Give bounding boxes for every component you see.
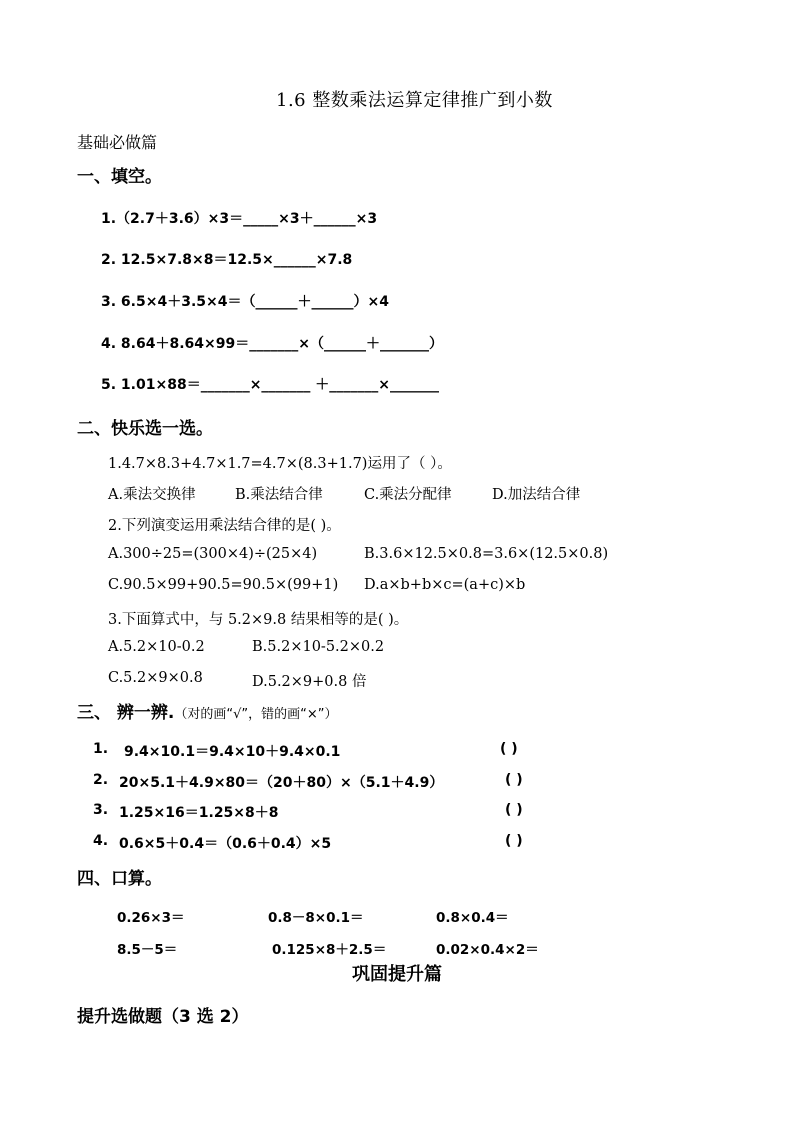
fill-item-4: 4. 8.64＋8.64×99＝_______×（______＋_______）: [101, 336, 443, 352]
part3-heading-text: 三、 辨一辨.: [77, 703, 175, 723]
judge-1-number: 1.: [93, 741, 109, 757]
fill-item-5: 5. 1.01×88＝_______×_______ ＋_______×_______: [101, 377, 440, 393]
judge-3-answer-paren[interactable]: ( ): [505, 802, 523, 818]
choice-1-option-a: A.乘法交换律: [108, 487, 196, 503]
judge-4-answer-paren[interactable]: ( ): [505, 833, 523, 849]
section-basic-label: 基础必做篇: [77, 133, 158, 152]
oral-1-3: 0.8×0.4＝: [436, 910, 509, 926]
judge-3-expression: 1.25×16＝1.25×8＋8: [119, 805, 279, 821]
choice-2-option-d: D.a×b+b×c=(a+c)×b: [364, 577, 526, 593]
part2-heading: 二、快乐选一选。: [77, 419, 213, 439]
judge-1-expression: 9.4×10.1＝9.4×10＋9.4×0.1: [124, 744, 341, 760]
choice-3-option-d: D.5.2×9+0.8 倍: [252, 674, 367, 690]
part3-heading: [77, 698, 338, 723]
fill-item-3: 3. 6.5×4＋3.5×4＝（______＋______）×4: [101, 294, 389, 310]
choice-1-option-c: C.乘法分配律: [364, 487, 452, 503]
judge-3-number: 3.: [93, 802, 109, 818]
oral-2-2: 0.125×8＋2.5＝: [272, 942, 387, 958]
judge-4-number: 4.: [93, 833, 109, 849]
choice-2-option-a: A.300÷25=(300×4)÷(25×4): [108, 546, 318, 562]
fill-item-1: 1.（2.7＋3.6）×3＝_____×3＋______×3: [101, 211, 378, 227]
judge-4-expression: 0.6×5＋0.4＝（0.6＋0.4）×5: [119, 836, 332, 852]
choice-1-option-b: B.乘法结合律: [235, 487, 323, 503]
part3-note: （对的画“√”，错的画“×”）: [174, 707, 338, 722]
choice-question-1: 1.4.7×8.3+4.7×1.7=4.7×(8.3+1.7)运用了（ ）。: [108, 456, 452, 472]
choice-3-option-c: C.5.2×9×0.8: [108, 670, 203, 686]
judge-1-answer-paren[interactable]: ( ): [500, 741, 518, 757]
choice-3-option-b: B.5.2×10-5.2×0.2: [252, 639, 385, 655]
choice-3-option-a: A.5.2×10-0.2: [108, 639, 205, 655]
oral-2-3: 0.02×0.4×2＝: [436, 942, 539, 958]
part4-heading: 四、口算。: [77, 869, 162, 889]
part1-heading: 一、填空。: [77, 167, 162, 187]
choice-question-2: 2.下列演变运用乘法结合律的是( )。: [108, 518, 341, 534]
oral-1-2: 0.8－8×0.1＝: [268, 910, 364, 926]
section-advanced-title: 巩固提升篇: [352, 964, 442, 985]
oral-1-1: 0.26×3＝: [117, 910, 185, 926]
choice-question-3: 3.下面算式中，与 5.2×9.8 结果相等的是( )。: [108, 612, 409, 628]
choice-1-option-d: D.加法结合律: [492, 487, 581, 503]
page-title: 1.6 整数乘法运算定律推广到小数: [276, 90, 553, 111]
part5-heading: 提升选做题（3 选 2）: [77, 1007, 249, 1027]
choice-2-option-c: C.90.5×99+90.5=90.5×(99+1): [108, 577, 339, 593]
judge-2-answer-paren[interactable]: ( ): [505, 772, 523, 788]
judge-2-number: 2.: [93, 772, 109, 788]
judge-2-expression: 20×5.1＋4.9×80＝（20＋80）×（5.1＋4.9）: [119, 775, 444, 791]
oral-2-1: 8.5－5＝: [117, 942, 178, 958]
fill-item-2: 2. 12.5×7.8×8＝12.5×______×7.8: [101, 252, 353, 268]
choice-2-option-b: B.3.6×12.5×0.8=3.6×(12.5×0.8): [364, 546, 609, 562]
